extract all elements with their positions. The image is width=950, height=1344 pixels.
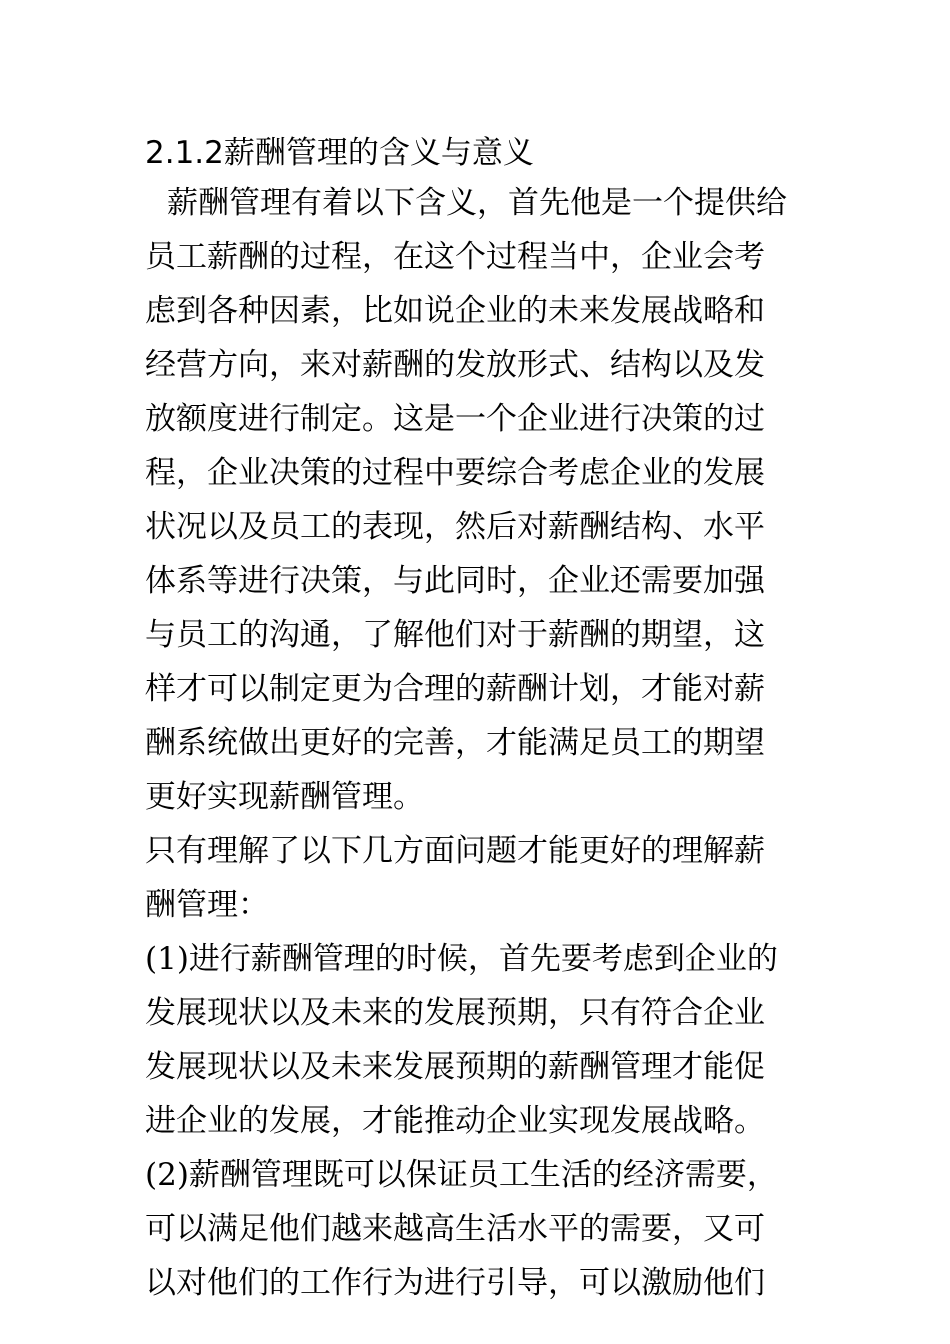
text-line: 发展现状以及未来的发展预期，只有符合企业: [145, 995, 765, 1031]
text-line: 经营方向，来对薪酬的发放形式、结构以及发: [145, 347, 765, 383]
text-line: 程，企业决策的过程中要综合考虑企业的发展: [145, 455, 765, 491]
text-line: 体系等进行决策，与此同时，企业还需要加强: [145, 563, 765, 599]
text-line: 员工薪酬的过程，在这个过程当中，企业会考: [145, 239, 765, 275]
text-line: 酬系统做出更好的完善，才能满足员工的期望: [145, 725, 765, 761]
text-line: 放额度进行制定。这是一个企业进行决策的过: [145, 401, 765, 437]
text-line: 更好实现薪酬管理。: [145, 779, 424, 815]
text-line: 以对他们的工作行为进行引导，可以激励他们: [145, 1265, 765, 1301]
section-heading: 2.1.2薪酬管理的含义与意义: [145, 135, 534, 171]
text-line: 状况以及员工的表现，然后对薪酬结构、水平: [145, 509, 765, 545]
text-line: 样才可以制定更为合理的薪酬计划，才能对薪: [145, 671, 765, 707]
paragraph-intro-points: [145, 824, 810, 932]
text-line: (1)进行薪酬管理的时候，首先要考虑到企业的: [145, 941, 778, 977]
paragraph-definition: [145, 176, 810, 824]
text-line: 进企业的发展，才能推动企业实现发展战略。: [145, 1103, 765, 1139]
text-line: 薪酬管理有着以下含义，首先他是一个提供给: [167, 185, 787, 221]
document-body: [145, 130, 810, 1310]
text-line: 发展现状以及未来发展预期的薪酬管理才能促: [145, 1049, 765, 1085]
text-line: 酬管理：: [145, 887, 269, 923]
text-line: 可以满足他们越来越高生活水平的需要，又可: [145, 1211, 765, 1247]
text-line: 虑到各种因素，比如说企业的未来发展战略和: [145, 293, 765, 329]
text-line: 与员工的沟通，了解他们对于薪酬的期望，这: [145, 617, 765, 653]
text-line: 只有理解了以下几方面问题才能更好的理解薪: [145, 833, 765, 869]
list-item-2: [145, 1148, 810, 1310]
list-item-1: [145, 932, 810, 1148]
text-line: (2)薪酬管理既可以保证员工生活的经济需要，: [145, 1157, 778, 1193]
